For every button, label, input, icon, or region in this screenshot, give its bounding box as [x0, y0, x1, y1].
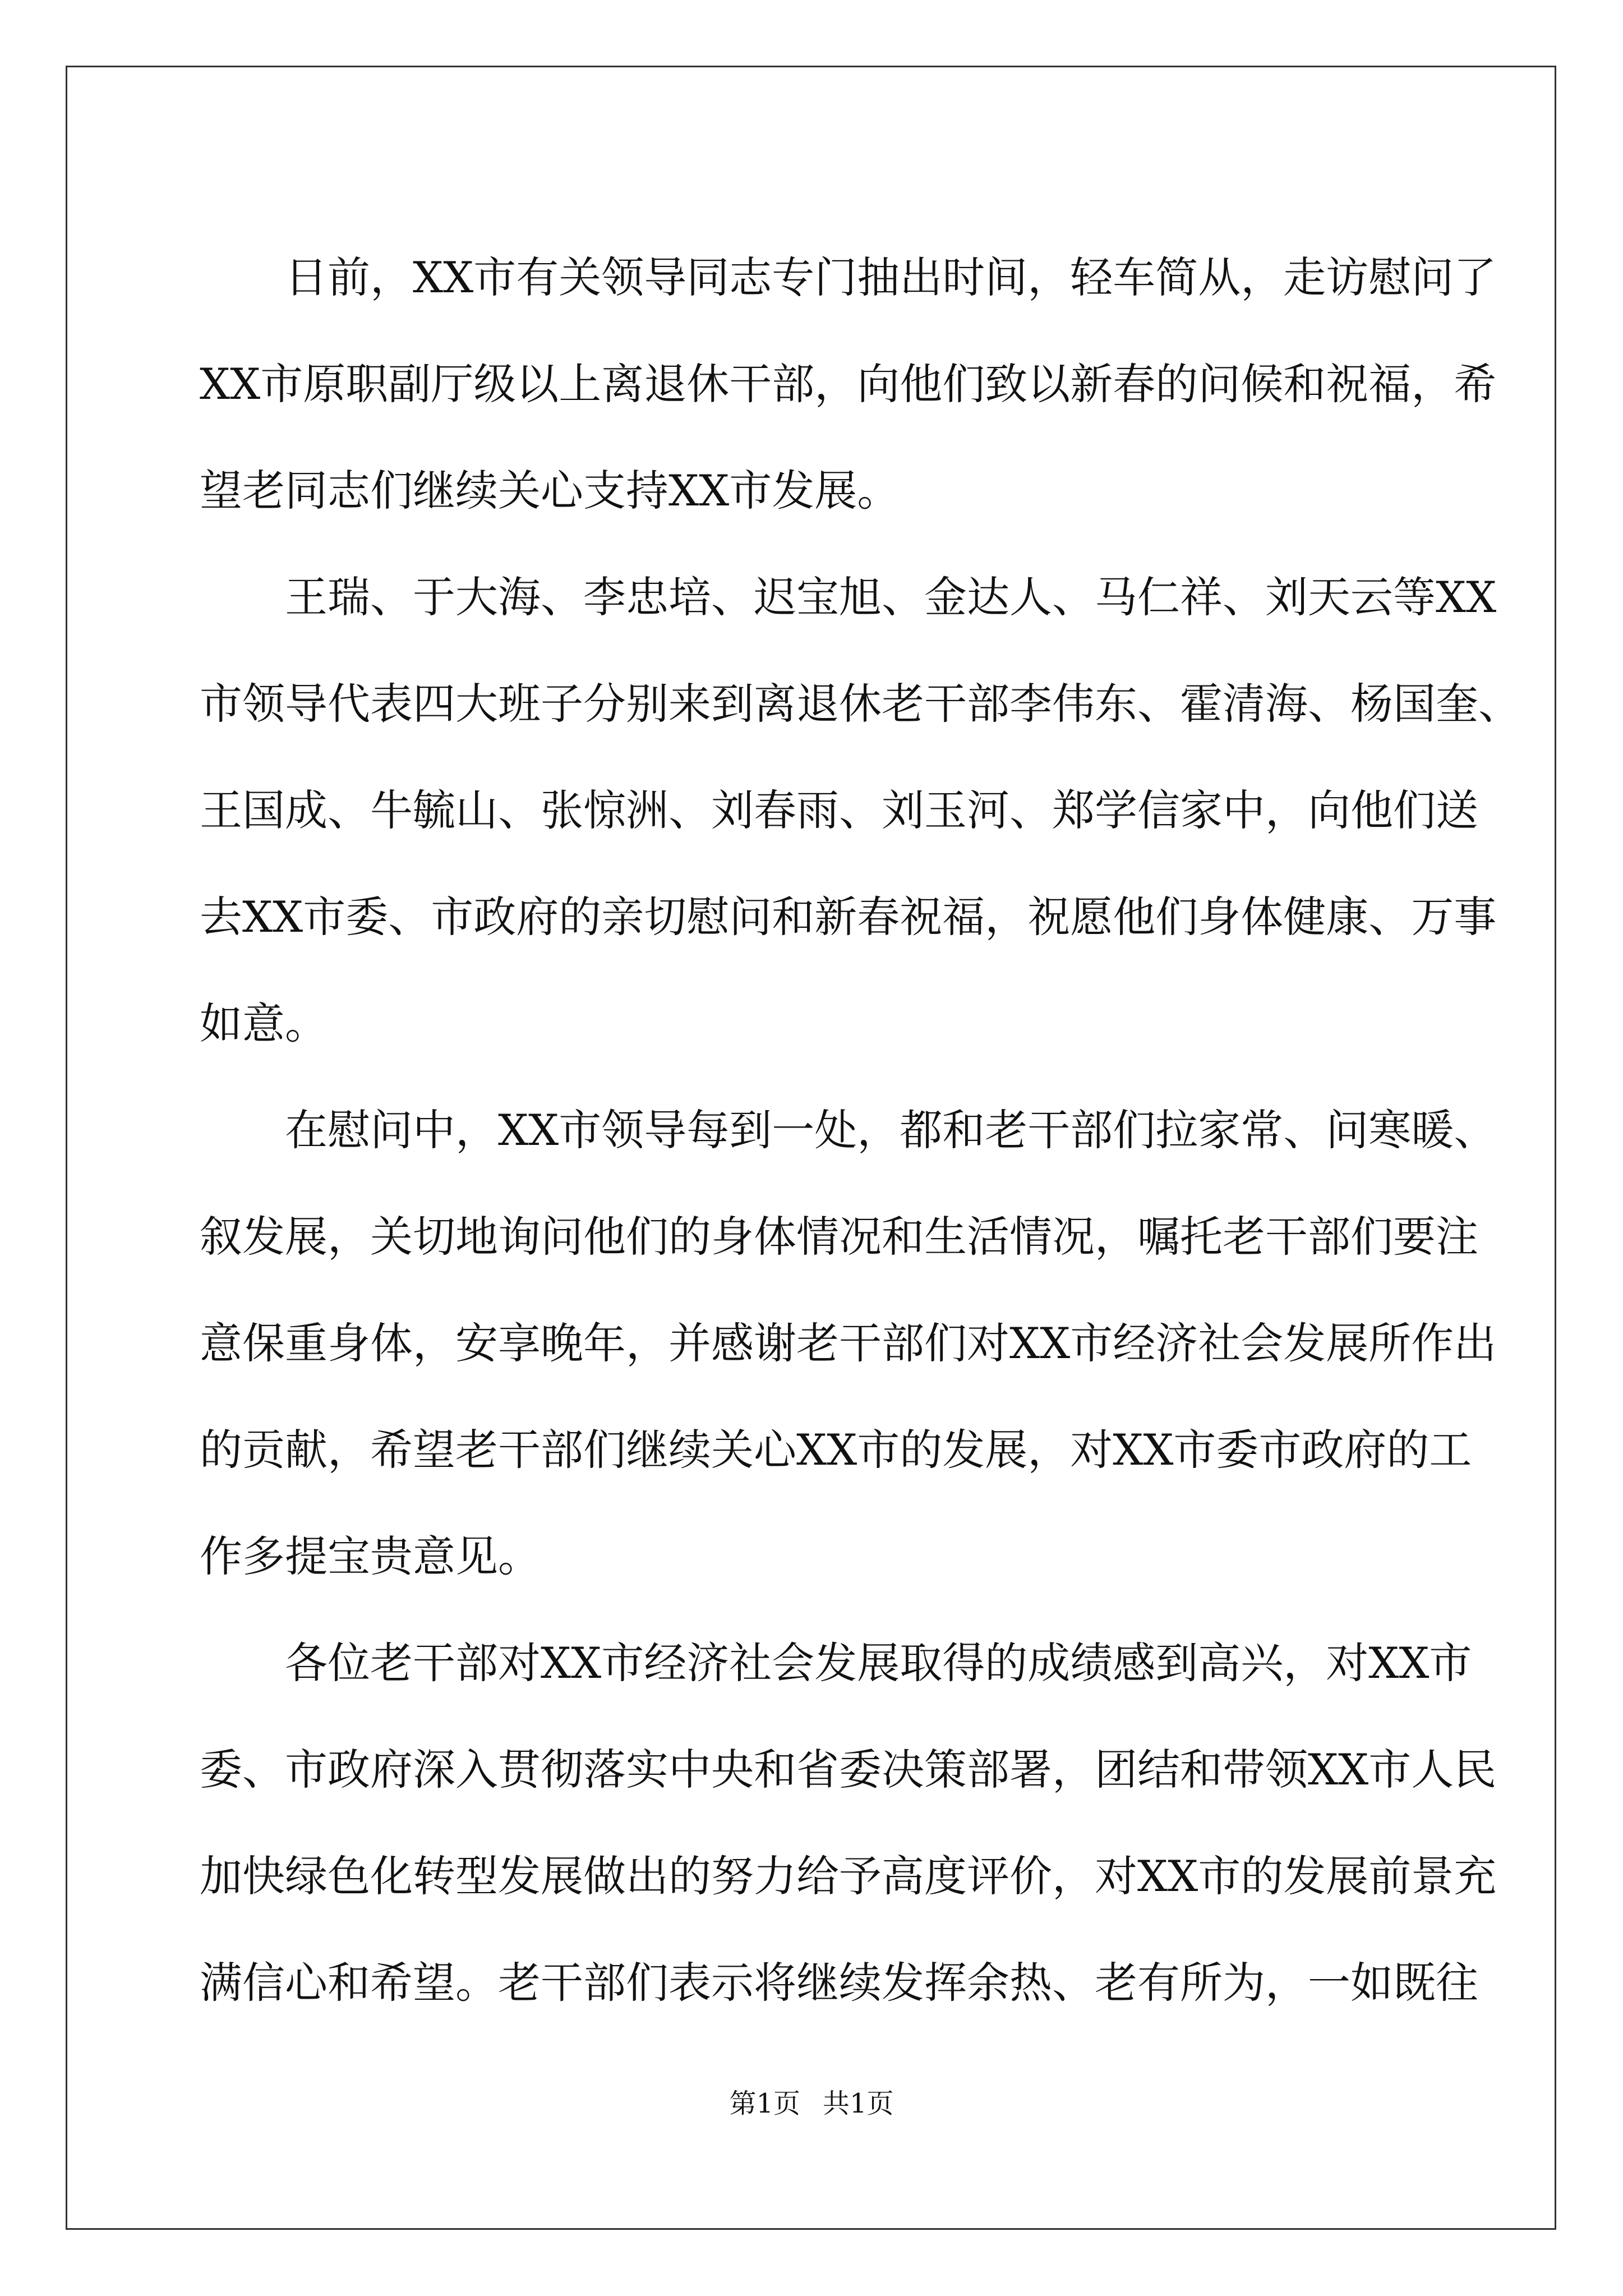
paragraph-conversation: [200, 1077, 1497, 1610]
paragraph-line: 市领导代表四大班子分别来到离退休老干部李伟东、霍清海、杨国奎、: [200, 679, 1521, 729]
paragraph-line: 望老同志们继续关心支持XX市发展。: [200, 466, 900, 516]
paragraph-line: 王瑞、于大海、李忠培、迟宝旭、金达人、马仁祥、刘天云等XX: [285, 572, 1497, 622]
document-body: [200, 224, 1521, 2036]
paragraph-line: 满信心和希望。老干部们表示将继续发挥余热、老有所为，一如既往: [200, 1958, 1478, 2008]
paragraph-response: [200, 1610, 1497, 2036]
paragraph-line: 日前，XX市有关领导同志专门抽出时间，轻车简从，走访慰问了: [285, 252, 1497, 302]
paragraph-line: 在慰问中，XX市领导每到一处，都和老干部们拉家常、问寒暖、: [285, 1105, 1497, 1155]
paragraph-visitors: [200, 544, 1521, 1077]
paragraph-line: 王国成、牛毓山、张惊洲、刘春雨、刘玉河、郑学信家中，向他们送: [200, 785, 1478, 835]
page-footer: [0, 2087, 1623, 2120]
paragraph-line: 作多提宝贵意见。: [200, 1531, 541, 1581]
paragraph-line: 委、市政府深入贯彻落实中央和省委决策部署，团结和带领XX市人民: [200, 1745, 1497, 1795]
page-total: 共1页: [823, 2088, 894, 2119]
paragraph-line: 各位老干部对XX市经济社会发展取得的成绩感到高兴，对XX市: [285, 1638, 1472, 1688]
paragraph-line: 意保重身体，安享晚年，并感谢老干部们对XX市经济社会发展所作出: [200, 1318, 1497, 1368]
paragraph-visit-summary: [200, 224, 1497, 544]
paragraph-line: 加快绿色化转型发展做出的努力给予高度评价，对XX市的发展前景充: [200, 1851, 1497, 1901]
paragraph-line: 的贡献，希望老干部们继续关心XX市的发展，对XX市委市政府的工: [200, 1425, 1472, 1475]
paragraph-line: XX市原职副厅级以上离退休干部，向他们致以新春的问候和祝福，希: [200, 359, 1497, 409]
page-number: 第1页: [729, 2088, 800, 2119]
paragraph-line: 去XX市委、市政府的亲切慰问和新春祝福，祝愿他们身体健康、万事: [200, 892, 1497, 942]
paragraph-line: 如意。: [200, 999, 328, 1048]
paragraph-line: 叙发展，关切地询问他们的身体情况和生活情况，嘱托老干部们要注: [200, 1212, 1478, 1262]
